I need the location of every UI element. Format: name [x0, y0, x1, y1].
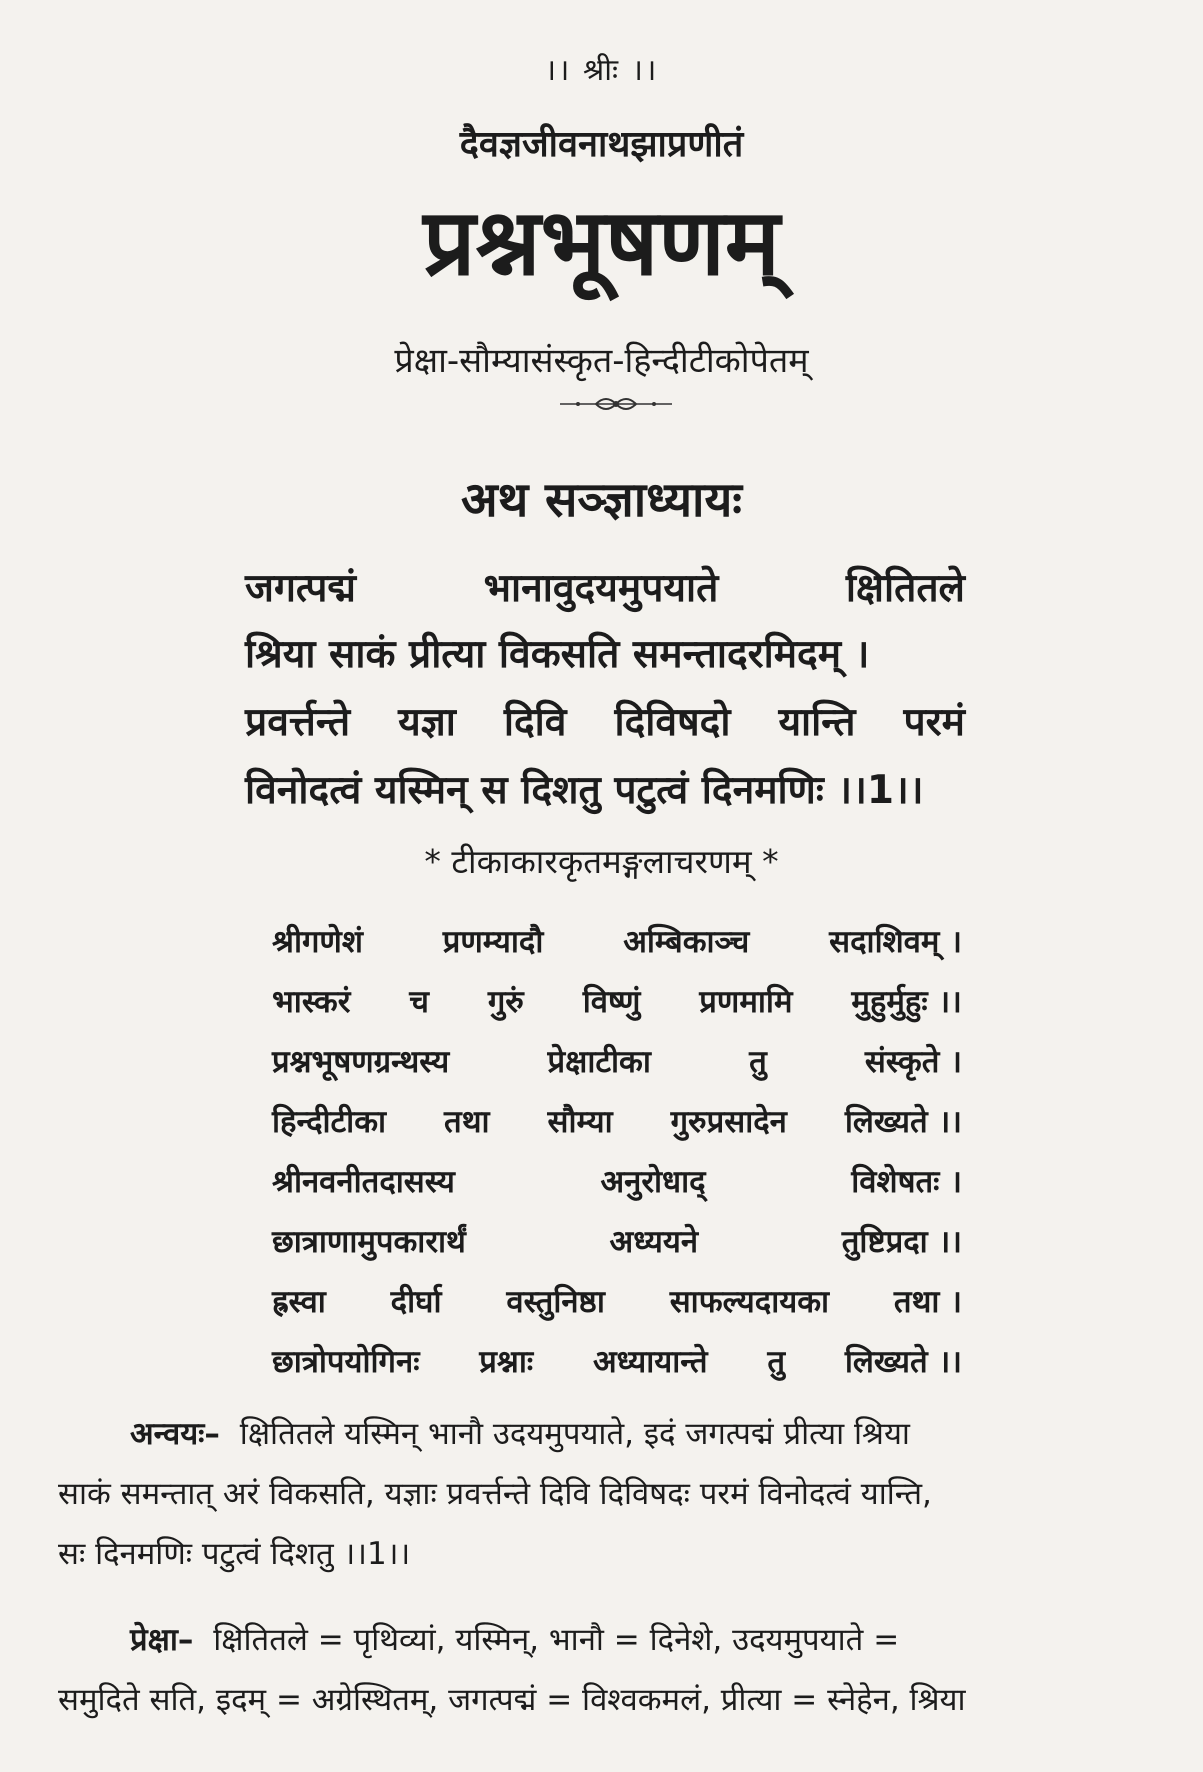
tika-heading: * टीकाकारकृतमङ्गलाचरणम् *: [424, 842, 779, 881]
preksha-text: क्षितितले = पृथिव्यां, यस्मिन्, भानौ = दिनेशे, उदयमुपयाते =: [213, 1622, 900, 1658]
verse-word: तुष्टिप्रदा ।।: [841, 1224, 962, 1260]
verse-word: सदाशिवम् ।: [829, 924, 962, 960]
mangala-line: [272, 1040, 962, 1092]
verse-word: दिविषदो: [614, 700, 731, 745]
verse-word: अम्बिकाञ्च: [623, 924, 750, 960]
verse-word: लिख्यते ।।: [844, 1344, 962, 1380]
verse-word: प्रणम्यादौ: [442, 924, 544, 960]
anvaya-line-3: सः दिनमणिः पटुत्वं दिशतु ।।1।।: [58, 1536, 411, 1572]
verse-word: श्रीगणेशं: [272, 924, 363, 960]
verse-word: परमं: [903, 700, 965, 745]
chapter-title: अथ सञ्ज्ञाध्यायः: [461, 472, 742, 528]
verse-word: विष्णुं: [582, 984, 641, 1020]
author-line: दैवज्ञजीवनाथझाप्रणीतं: [459, 124, 744, 165]
preksha-label: प्रेक्षा–: [130, 1622, 194, 1658]
verse-word: प्रवर्त्तन्ते: [245, 700, 351, 745]
verse-word: प्रश्नभूषणग्रन्थस्य: [272, 1044, 450, 1080]
verse-word: वस्तुनिष्ठा: [506, 1284, 605, 1320]
verse-word: तु: [767, 1344, 786, 1380]
mangala-line: [272, 1100, 962, 1152]
verse-word: श्रीनवनीतदासस्य: [272, 1164, 455, 1200]
mangala-line: [272, 1280, 962, 1332]
preksha-line-1: [58, 1618, 1173, 1668]
invocation: ।। श्रीः ।।: [544, 53, 659, 88]
verse-word: भानावुदयमुपयाते: [483, 566, 719, 611]
verse-word: यान्ति: [778, 700, 856, 745]
verse-word: लिख्यते ।।: [844, 1104, 962, 1140]
verse-word: च: [409, 984, 429, 1020]
anvaya-label: अन्वयः–: [130, 1416, 220, 1452]
book-title: प्रश्नभूषणम्: [423, 189, 780, 296]
verse-word: ह्रस्वा: [272, 1284, 326, 1320]
verse-word: छात्रोपयोगिनः: [272, 1344, 420, 1380]
mangala-line: [272, 1340, 962, 1392]
anvaya-line-2: साकं समन्तात् अरं विकसति, यज्ञाः प्रवर्त्तन्ते दिवि दिविषदः परमं विनोदत्वं यान्ति,: [58, 1476, 932, 1512]
verse-word: प्रश्नाः: [479, 1344, 534, 1380]
verse-word: प्रणमामि: [699, 984, 793, 1020]
verse-word: हिन्दीटीका: [272, 1104, 387, 1140]
verse-word: साफल्यदायका: [669, 1284, 830, 1320]
verse-word: क्षितितले: [845, 566, 965, 611]
verse-line-3: [245, 694, 965, 750]
book-subtitle: प्रेक्षा-सौम्यासंस्कृत-हिन्दीटीकोपेतम्: [394, 341, 809, 381]
verse-line-1: [245, 560, 965, 616]
verse-word: अध्ययने: [609, 1224, 699, 1260]
verse-line-4: विनोदत्वं यस्मिन् स दिशतु पटुत्वं दिनमणिः ।।1।।: [245, 768, 924, 813]
verse-word: छात्राणामुपकारार्थं: [272, 1224, 466, 1260]
verse-word: तथा ।: [893, 1284, 962, 1320]
mangala-line: [272, 980, 962, 1032]
verse-word: संस्कृते ।: [864, 1044, 962, 1080]
verse-word: प्रेक्षाटीका: [547, 1044, 651, 1080]
verse-word: गुरुं: [487, 984, 524, 1020]
verse-line-2: श्रिया साकं प्रीत्या विकसति समन्तादरमिदम् ।: [245, 632, 870, 677]
verse-word: मुहुर्मुहुः ।।: [851, 984, 962, 1020]
verse-word: सौम्या: [547, 1104, 613, 1140]
mangala-line: [272, 1160, 962, 1212]
anvaya-line-1: [58, 1412, 1173, 1462]
verse-word: दिवि: [503, 700, 567, 745]
verse-word: दीर्घा: [390, 1284, 442, 1320]
verse-word: गुरुप्रसादेन: [670, 1104, 787, 1140]
anvaya-text: क्षितितले यस्मिन् भानौ उदयमुपयाते, इदं जगत्पद्मं प्रीत्या श्रिया: [239, 1416, 910, 1452]
mangala-line: [272, 1220, 962, 1272]
verse-word: तथा: [444, 1104, 490, 1140]
verse-word: अध्यायान्ते: [592, 1344, 708, 1380]
mangala-line: [272, 920, 962, 972]
preksha-line-2: समुदिते सति, इदम् = अग्रेस्थितम्, जगत्पद्मं = विश्वकमलं, प्रीत्या = स्नेहेन, श्रिया: [58, 1682, 966, 1718]
verse-word: विशेषतः ।: [851, 1164, 962, 1200]
verse-word: जगत्पद्मं: [245, 566, 356, 611]
ornament-divider: [556, 392, 676, 416]
verse-word: भास्करं: [272, 984, 351, 1020]
verse-word: अनुरोधाद्: [600, 1164, 706, 1200]
verse-word: तु: [749, 1044, 767, 1080]
verse-word: यज्ञा: [398, 700, 456, 745]
